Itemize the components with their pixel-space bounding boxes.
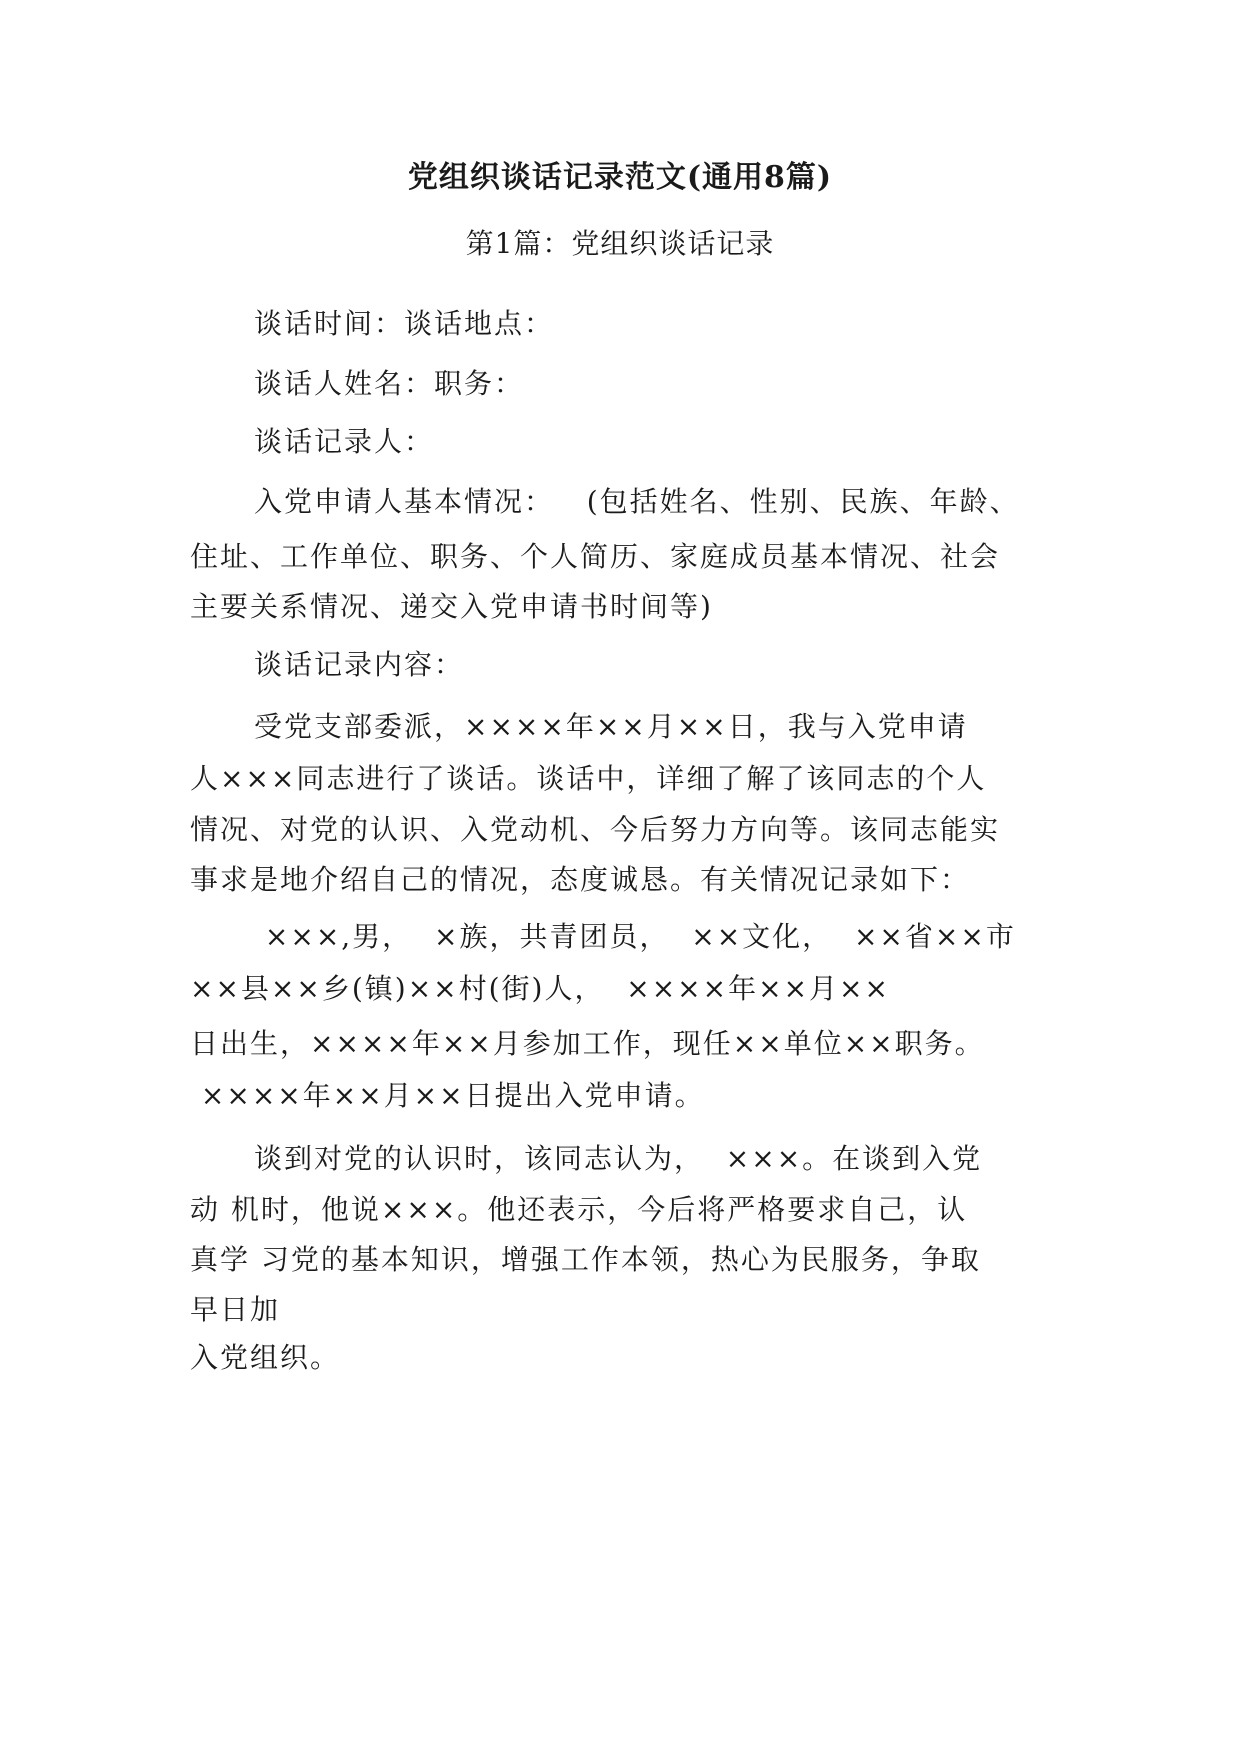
applicant-info-line: 入党申请人基本情况： (包括姓名、性别、民族、年龄、	[254, 485, 1020, 518]
applicant-profile-line: ××县××乡(镇)××村(街)人， ××××年××月××	[190, 972, 890, 1005]
conversation-paragraph-line: 真学 习党的基本知识，增强工作本领，热心为民服务，争取	[190, 1243, 981, 1276]
conversation-paragraph-line: 入党组织。	[190, 1341, 341, 1374]
interview-time-place-line: 谈话时间：谈话地点：	[254, 307, 555, 340]
applicant-profile-line: 日出生，××××年××月参加工作，现任××单位××职务。	[190, 1027, 985, 1060]
document-title: 党组织谈话记录范文(通用8篇)	[407, 160, 833, 195]
conversation-paragraph-line: 动 机时，他说×××。他还表示，今后将严格要求自己，认	[190, 1193, 968, 1226]
conversation-paragraph-line: 早日加	[190, 1293, 281, 1326]
interviewer-name-line: 谈话人姓名：职务：	[254, 367, 525, 400]
applicant-profile-line: ×××,男， ×族，共青团员， ××文化， ××省××市	[254, 920, 1016, 953]
record-paragraph-line: 受党支部委派，××××年××月××日，我与入党申请	[254, 710, 968, 743]
applicant-info-line: 主要关系情况、递交入党申请书时间等)	[190, 590, 713, 623]
record-content-heading: 谈话记录内容：	[254, 648, 465, 681]
document-subtitle: 第1篇：党组织谈话记录	[465, 227, 775, 260]
applicant-profile-line: ××××年××月××日提出入党申请。	[190, 1079, 705, 1112]
record-paragraph-line: 人×××同志进行了谈话。谈话中，详细了解了该同志的个人	[190, 762, 987, 795]
applicant-info-line: 住址、工作单位、职务、个人简历、家庭成员基本情况、社会	[190, 540, 1001, 573]
record-paragraph-line: 情况、对党的认识、入党动机、今后努力方向等。该同志能实	[190, 813, 1001, 846]
recorder-line: 谈话记录人：	[254, 425, 435, 458]
conversation-paragraph-line: 谈到对党的认识时，该同志认为， ×××。在谈到入党	[254, 1142, 983, 1175]
record-paragraph-line: 事求是地介绍自己的情况，态度诚恳。有关情况记录如下：	[190, 863, 971, 896]
